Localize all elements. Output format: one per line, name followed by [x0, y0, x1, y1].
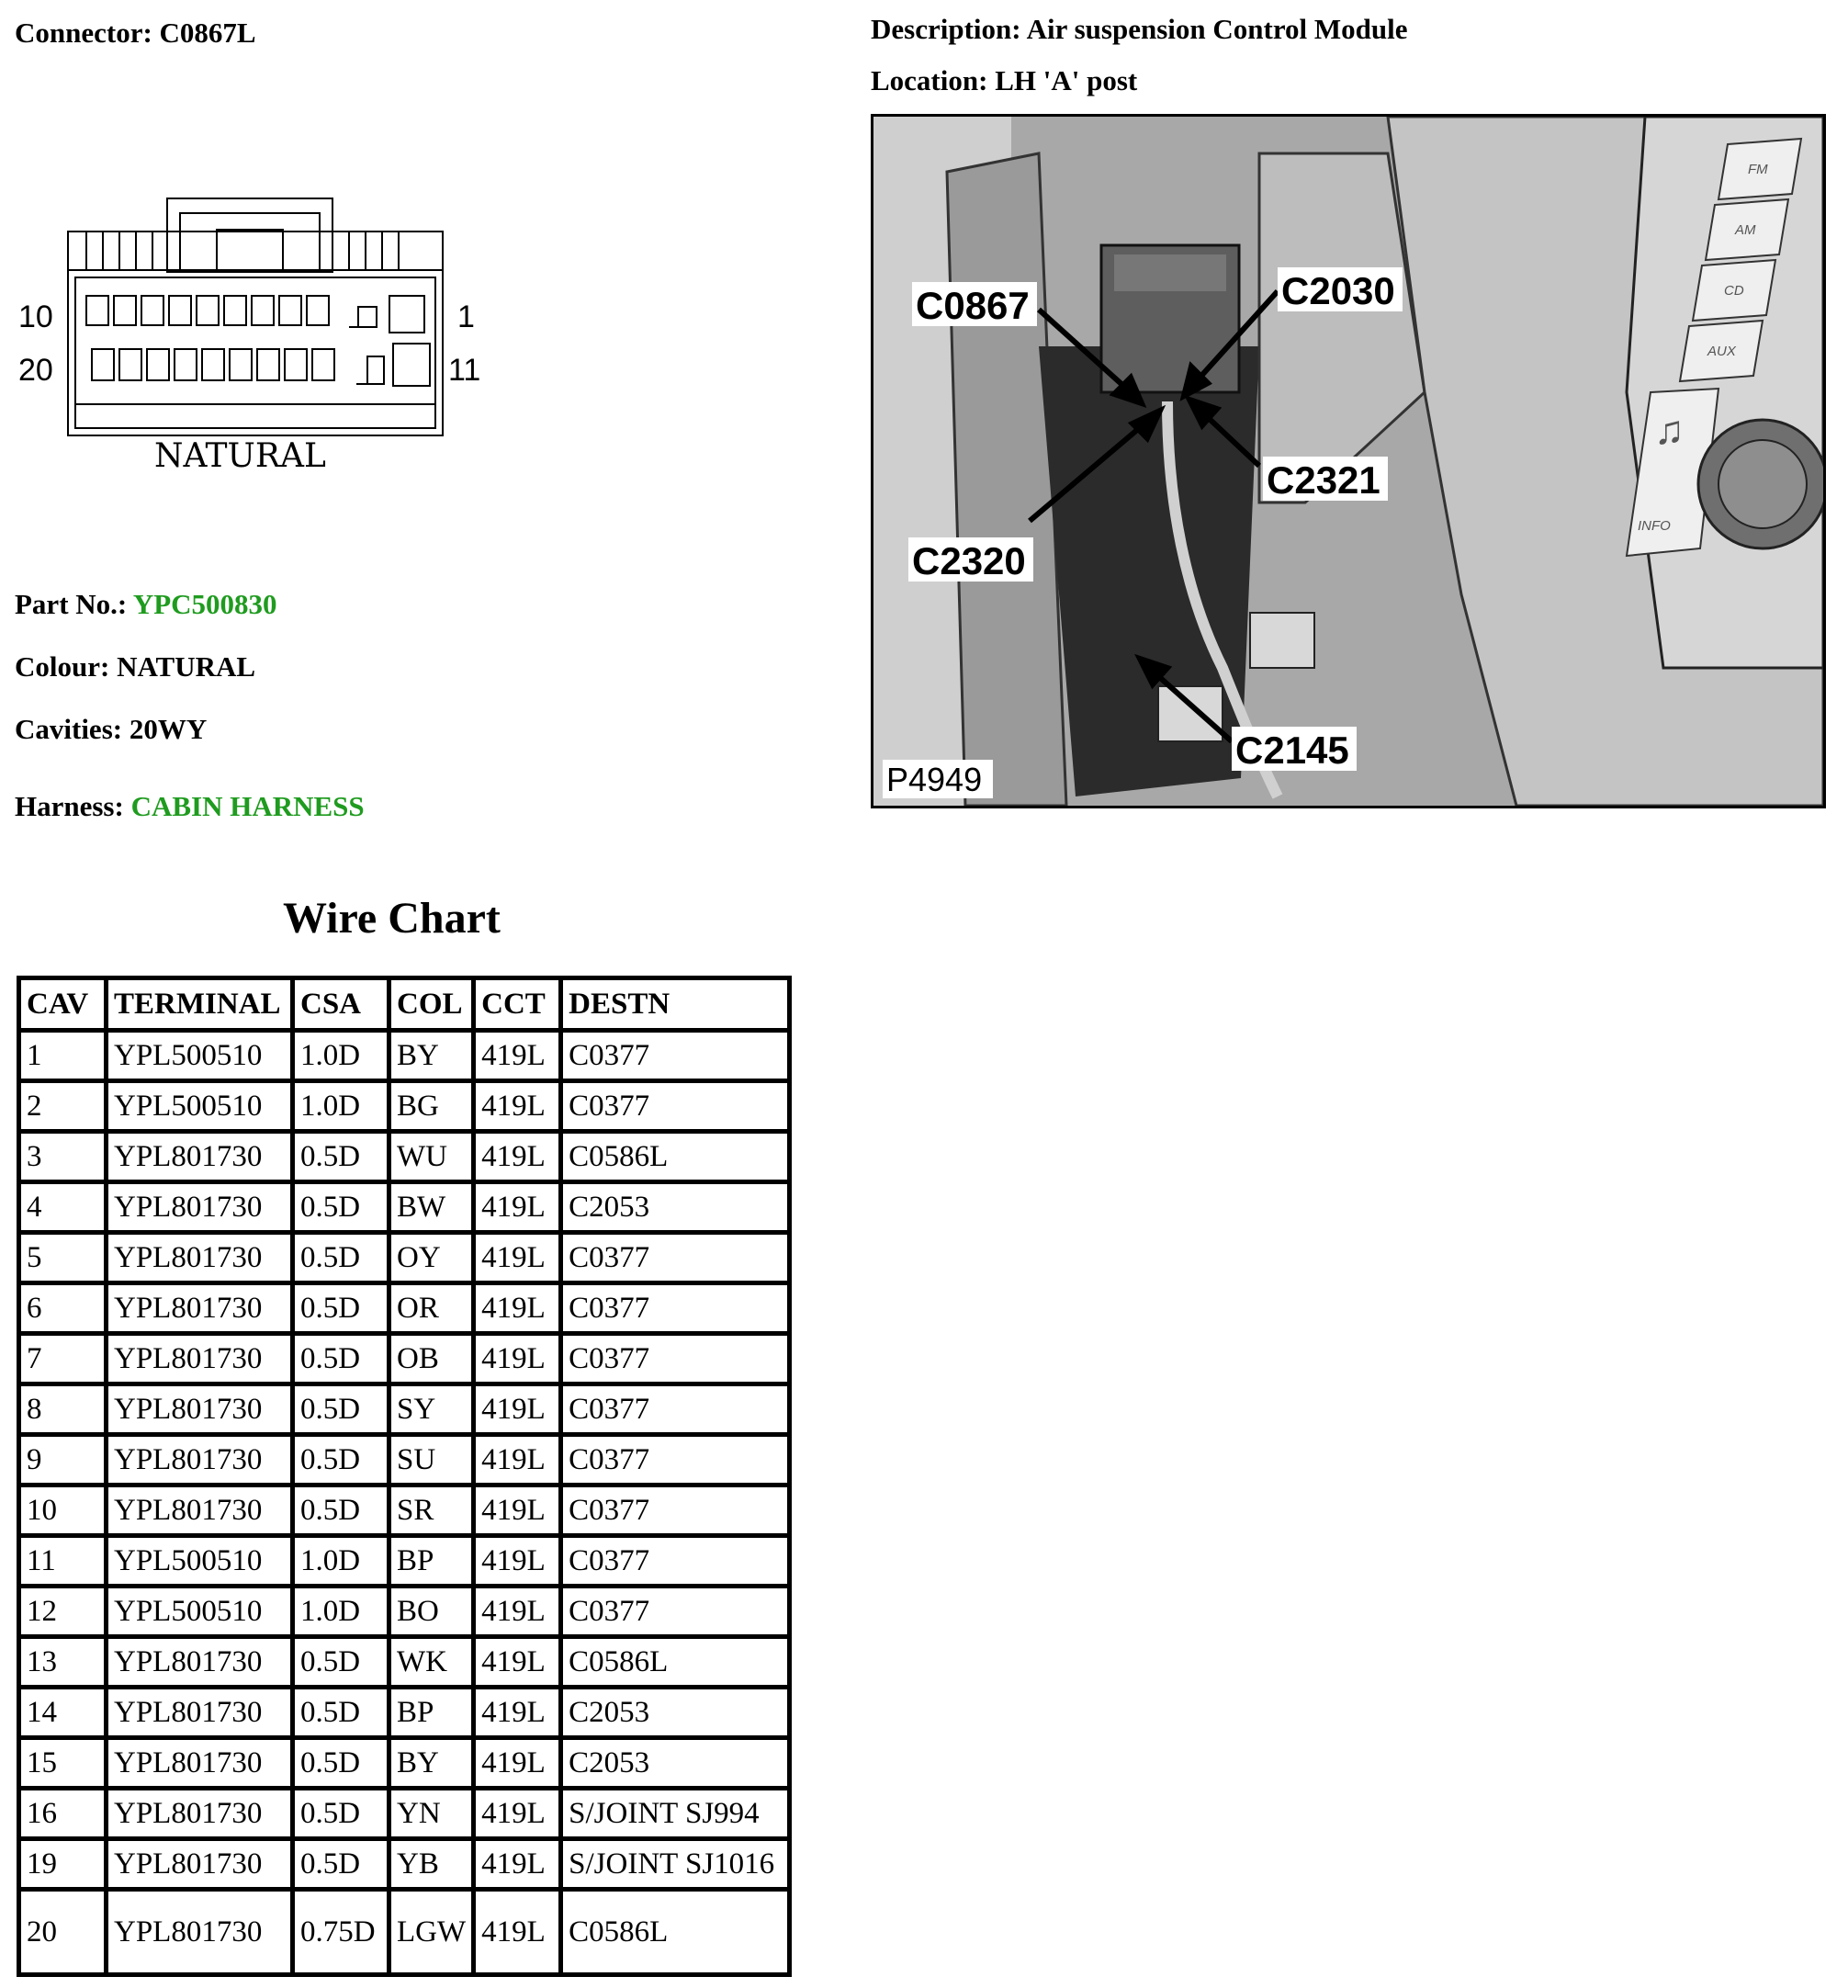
- header-cav: CAV: [21, 980, 108, 1033]
- cell-destn: C0586L: [563, 1134, 787, 1184]
- cell-cct: 419L: [476, 1689, 563, 1740]
- cell-col: BP: [391, 1538, 476, 1588]
- cell-col: WU: [391, 1134, 476, 1184]
- cell-destn: C0377: [563, 1588, 787, 1639]
- cell-csa: 0.5D: [295, 1285, 391, 1336]
- colour-value: NATURAL: [117, 650, 256, 683]
- cell-destn: C0586L: [563, 1639, 787, 1689]
- cavity-bottom-12: [312, 349, 334, 380]
- cell-csa: 0.5D: [295, 1740, 391, 1790]
- cell-cct: 419L: [476, 1336, 563, 1386]
- table-row: [21, 1033, 787, 1083]
- cell-terminal: YPL801730: [108, 1184, 295, 1235]
- cell-cct: 419L: [476, 1892, 563, 1972]
- cell-cav: 16: [21, 1790, 108, 1841]
- wire-chart-header-row: [21, 980, 787, 1033]
- header-csa: CSA: [295, 980, 391, 1033]
- cell-csa: 0.5D: [295, 1841, 391, 1892]
- table-row: [21, 1083, 787, 1134]
- description-line: [871, 13, 1408, 46]
- cell-col: OR: [391, 1285, 476, 1336]
- table-row: [21, 1285, 787, 1336]
- cavity-top-5: [224, 296, 246, 325]
- cell-terminal: YPL500510: [108, 1538, 295, 1588]
- cell-col: BY: [391, 1740, 476, 1790]
- location-value: LH 'A' post: [995, 64, 1138, 96]
- cell-cct: 419L: [476, 1083, 563, 1134]
- cavity-bottom-16: [202, 349, 224, 380]
- cell-csa: 0.5D: [295, 1689, 391, 1740]
- callout-c2320: C2320: [912, 539, 1026, 582]
- callout-c2030: C2030: [1281, 269, 1395, 312]
- cell-terminal: YPL801730: [108, 1841, 295, 1892]
- cell-cct: 419L: [476, 1285, 563, 1336]
- table-row: [21, 1740, 787, 1790]
- table-row: [21, 1336, 787, 1386]
- cell-destn: C0377: [563, 1336, 787, 1386]
- colour-line: [15, 650, 255, 683]
- header-destn: DESTN: [563, 980, 787, 1033]
- cell-cct: 419L: [476, 1841, 563, 1892]
- connector-face-diagram: [13, 191, 490, 494]
- cavity-top-6: [197, 296, 219, 325]
- cell-cav: 19: [21, 1841, 108, 1892]
- diagram-colour-caption: NATURAL: [154, 437, 326, 475]
- cavities-value: 20WY: [129, 713, 208, 745]
- cell-csa: 0.5D: [295, 1639, 391, 1689]
- cell-destn: C0377: [563, 1437, 787, 1487]
- cell-destn: S/JOINT SJ994: [563, 1790, 787, 1841]
- table-row: [21, 1386, 787, 1437]
- cell-csa: 1.0D: [295, 1083, 391, 1134]
- cell-csa: 0.5D: [295, 1134, 391, 1184]
- table-row: [21, 1790, 787, 1841]
- cell-csa: 0.5D: [295, 1235, 391, 1285]
- cell-col: SU: [391, 1437, 476, 1487]
- cell-terminal: YPL500510: [108, 1588, 295, 1639]
- cavity-bottom-19: [119, 349, 141, 380]
- panel-button-am: AM: [1735, 222, 1756, 238]
- cell-csa: 0.5D: [295, 1790, 391, 1841]
- cell-col: LGW: [391, 1892, 476, 1972]
- cell-csa: 0.5D: [295, 1437, 391, 1487]
- cavity-top-9: [114, 296, 136, 325]
- cell-destn: S/JOINT SJ1016: [563, 1841, 787, 1892]
- connector-line: [15, 17, 256, 50]
- table-row: [21, 1639, 787, 1689]
- cell-cav: 8: [21, 1386, 108, 1437]
- cell-terminal: YPL801730: [108, 1437, 295, 1487]
- cavity-bottom-14: [257, 349, 279, 380]
- location-line: [871, 64, 1137, 97]
- cell-terminal: YPL801730: [108, 1892, 295, 1972]
- cell-destn: C0377: [563, 1033, 787, 1083]
- cell-cav: 20: [21, 1892, 108, 1972]
- header-col: COL: [391, 980, 476, 1033]
- pin-label-top-left: 10: [18, 299, 53, 334]
- cell-terminal: YPL801730: [108, 1487, 295, 1538]
- cell-col: OY: [391, 1235, 476, 1285]
- cell-terminal: YPL801730: [108, 1689, 295, 1740]
- cavity-top-7: [169, 296, 191, 325]
- cell-cct: 419L: [476, 1588, 563, 1639]
- cell-csa: 0.75D: [295, 1892, 391, 1972]
- description-label: Description:: [871, 13, 1021, 45]
- cell-col: BY: [391, 1033, 476, 1083]
- cell-col: YN: [391, 1790, 476, 1841]
- cell-cav: 2: [21, 1083, 108, 1134]
- cell-destn: C0377: [563, 1235, 787, 1285]
- cell-terminal: YPL801730: [108, 1740, 295, 1790]
- cell-csa: 0.5D: [295, 1184, 391, 1235]
- music-note-icon: ♫: [1654, 408, 1685, 453]
- cell-destn: C2053: [563, 1184, 787, 1235]
- cell-col: BP: [391, 1689, 476, 1740]
- cell-destn: C0377: [563, 1386, 787, 1437]
- cavity-top-10: [86, 296, 108, 325]
- table-row: [21, 1134, 787, 1184]
- cavity-bottom-13: [285, 349, 307, 380]
- cell-cct: 419L: [476, 1639, 563, 1689]
- panel-button-fm: FM: [1748, 162, 1768, 177]
- cell-cct: 419L: [476, 1134, 563, 1184]
- cell-cav: 15: [21, 1740, 108, 1790]
- cell-destn: C2053: [563, 1689, 787, 1740]
- table-row: [21, 1588, 787, 1639]
- cell-cav: 11: [21, 1538, 108, 1588]
- callout-c0867: C0867: [916, 284, 1030, 327]
- cell-cct: 419L: [476, 1538, 563, 1588]
- cell-cav: 13: [21, 1639, 108, 1689]
- cell-cct: 419L: [476, 1437, 563, 1487]
- cell-cav: 9: [21, 1437, 108, 1487]
- cell-col: SR: [391, 1487, 476, 1538]
- cell-csa: 0.5D: [295, 1487, 391, 1538]
- cell-terminal: YPL801730: [108, 1386, 295, 1437]
- cell-col: BO: [391, 1588, 476, 1639]
- panel-button-aux: AUX: [1707, 344, 1736, 359]
- cell-destn: C0377: [563, 1538, 787, 1588]
- cell-csa: 0.5D: [295, 1336, 391, 1386]
- table-row: [21, 1538, 787, 1588]
- colour-label: Colour:: [15, 650, 110, 683]
- connector-label: Connector:: [15, 17, 152, 49]
- figure-id: P4949: [886, 761, 983, 798]
- location-label: Location:: [871, 64, 988, 96]
- cell-cav: 4: [21, 1184, 108, 1235]
- harness-link[interactable]: CABIN HARNESS: [130, 790, 365, 822]
- cell-cct: 419L: [476, 1740, 563, 1790]
- cell-terminal: YPL801730: [108, 1235, 295, 1285]
- cell-csa: 1.0D: [295, 1588, 391, 1639]
- cell-col: WK: [391, 1639, 476, 1689]
- cell-cav: 5: [21, 1235, 108, 1285]
- cell-terminal: YPL801730: [108, 1639, 295, 1689]
- cell-cav: 12: [21, 1588, 108, 1639]
- cell-cav: 7: [21, 1336, 108, 1386]
- table-row: [21, 1689, 787, 1740]
- wire-chart-title: Wire Chart: [283, 894, 501, 943]
- pin-label-bottom-left: 20: [18, 353, 53, 388]
- cavity-bottom-20: [92, 349, 114, 380]
- pin-label-bottom-right: 11: [448, 353, 481, 388]
- table-row: [21, 1841, 787, 1892]
- cavity-bottom-17: [175, 349, 197, 380]
- cavity-bottom-18: [147, 349, 169, 380]
- cavity-top-4: [252, 296, 274, 325]
- callout-c2321: C2321: [1267, 458, 1380, 502]
- cell-terminal: YPL801730: [108, 1285, 295, 1336]
- description-value: Air suspension Control Module: [1026, 13, 1408, 45]
- pin-label-top-right: 1: [457, 299, 475, 334]
- cell-cct: 419L: [476, 1033, 563, 1083]
- cell-destn: C0377: [563, 1285, 787, 1336]
- cell-cct: 419L: [476, 1790, 563, 1841]
- table-row: [21, 1892, 787, 1972]
- cell-destn: C0586L: [569, 1915, 669, 1948]
- cavity-bottom-15: [230, 349, 252, 380]
- connector-value: C0867L: [159, 17, 256, 49]
- cell-csa: 1.0D: [295, 1538, 391, 1588]
- cell-destn: C2053: [563, 1740, 787, 1790]
- cell-csa: 0.5D: [295, 1386, 391, 1437]
- location-photo: [871, 114, 1826, 808]
- panel-button-cd: CD: [1724, 283, 1744, 299]
- cell-col: SY: [391, 1386, 476, 1437]
- part-no-line: [15, 588, 277, 621]
- cell-col: YB: [391, 1841, 476, 1892]
- cell-cct: 419L: [476, 1386, 563, 1437]
- table-row: [21, 1437, 787, 1487]
- harness-line: [15, 790, 365, 823]
- cell-terminal: YPL801730: [108, 1134, 295, 1184]
- cell-terminal: YPL801730: [108, 1790, 295, 1841]
- cell-cct: 419L: [476, 1487, 563, 1538]
- table-row: [21, 1487, 787, 1538]
- cell-col: BG: [391, 1083, 476, 1134]
- table-row: [21, 1184, 787, 1235]
- header-cct: CCT: [476, 980, 563, 1033]
- cavity-top-2: [307, 296, 329, 325]
- harness-label: Harness:: [15, 790, 124, 822]
- part-no-link[interactable]: YPC500830: [132, 588, 277, 620]
- cavities-label: Cavities:: [15, 713, 123, 745]
- callout-c2145: C2145: [1235, 729, 1349, 772]
- cavity-top-8: [141, 296, 163, 325]
- wire-chart-table: [17, 976, 792, 1977]
- cell-destn: C0377: [563, 1083, 787, 1134]
- cell-col: OB: [391, 1336, 476, 1386]
- table-row: [21, 1235, 787, 1285]
- header-terminal: TERMINAL: [108, 980, 295, 1033]
- cell-terminal: YPL500510: [108, 1083, 295, 1134]
- cell-terminal: YPL801730: [108, 1336, 295, 1386]
- panel-button-info: INFO: [1638, 518, 1671, 534]
- cell-cav: 14: [21, 1689, 108, 1740]
- cell-csa: 1.0D: [295, 1033, 391, 1083]
- cavities-line: [15, 713, 207, 746]
- cavity-top-3: [279, 296, 301, 325]
- part-no-label: Part No.:: [15, 588, 128, 620]
- cell-terminal: YPL500510: [108, 1033, 295, 1083]
- cell-cav: 10: [21, 1487, 108, 1538]
- cell-cav: 3: [21, 1134, 108, 1184]
- cell-cct: 419L: [476, 1235, 563, 1285]
- cell-cct: 419L: [476, 1184, 563, 1235]
- cell-col: BW: [391, 1184, 476, 1235]
- cell-cav: 1: [21, 1033, 108, 1083]
- cell-cav: 6: [21, 1285, 108, 1336]
- cell-destn: C0377: [563, 1487, 787, 1538]
